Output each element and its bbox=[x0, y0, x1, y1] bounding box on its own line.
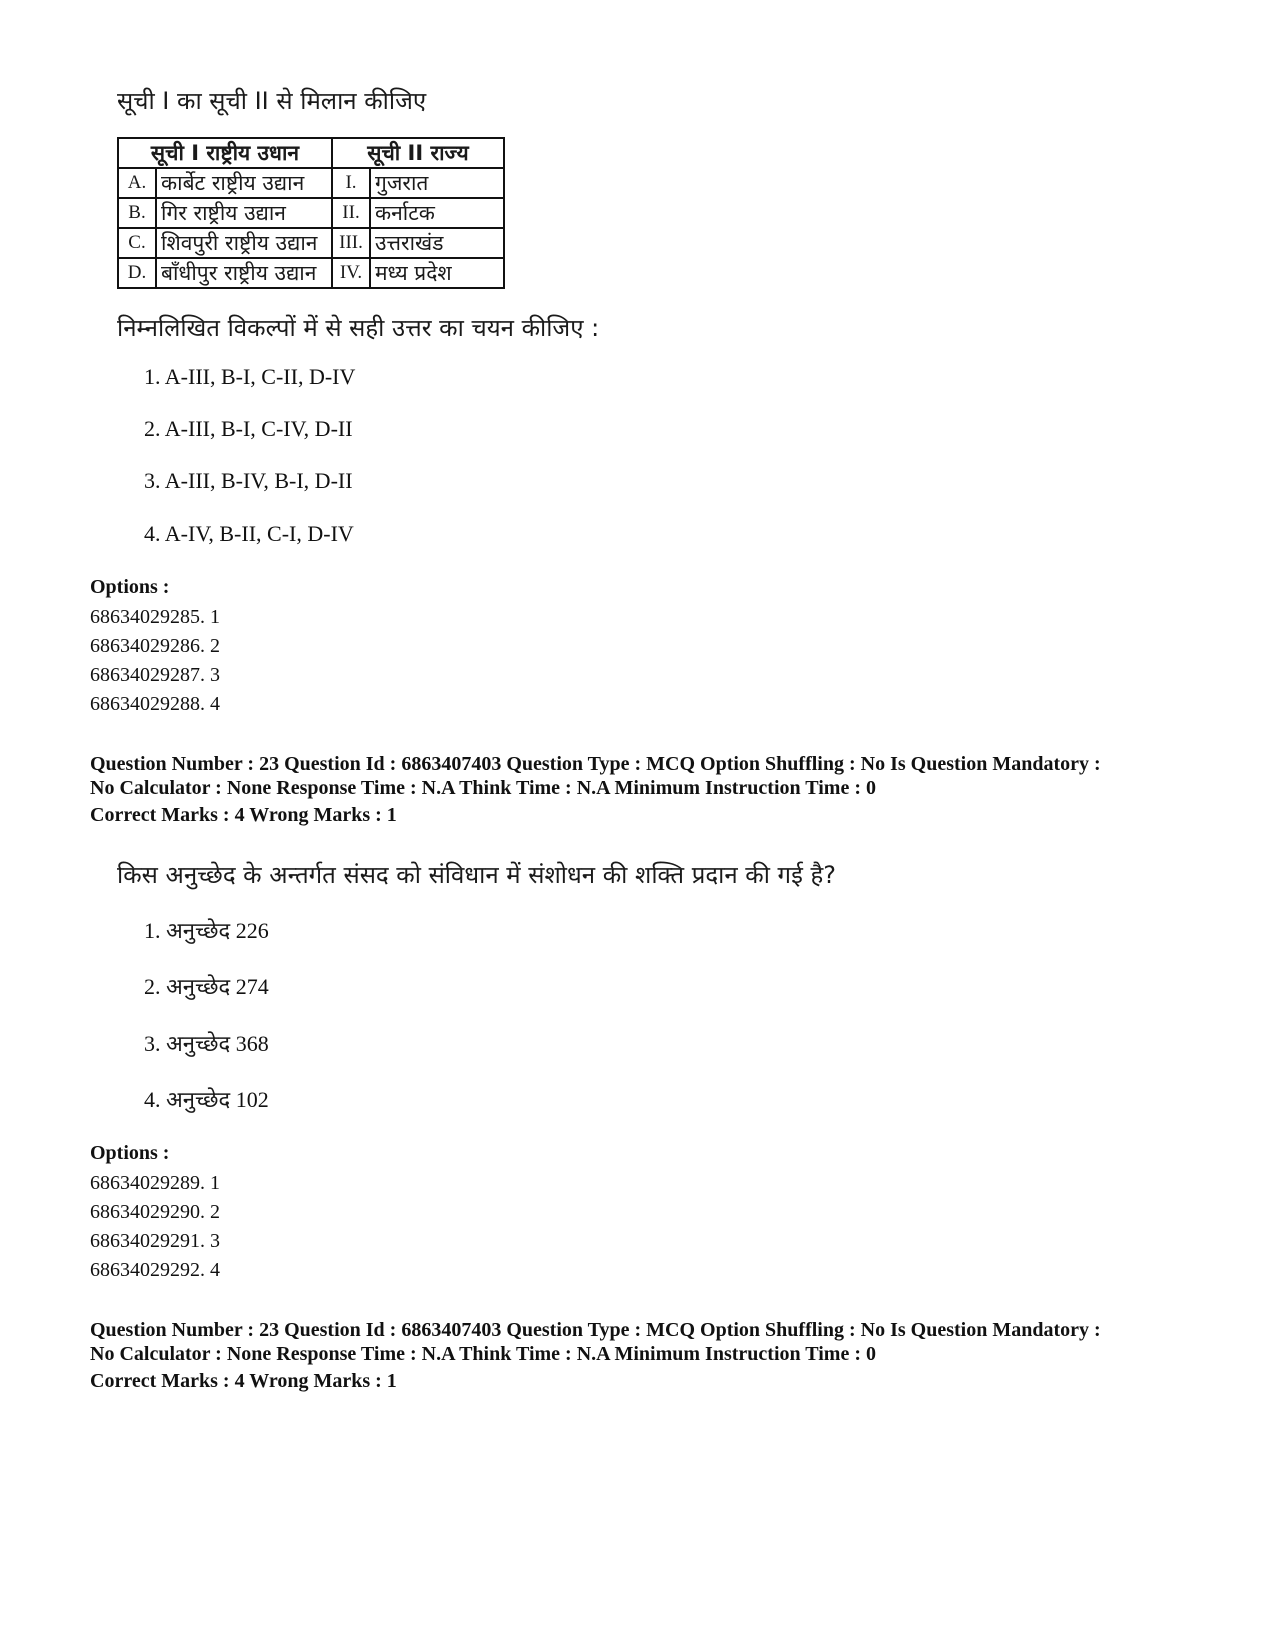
option-item: 68634029287. 3 bbox=[90, 664, 220, 686]
q22-options-list bbox=[90, 603, 220, 719]
list-1-key: B. bbox=[118, 198, 156, 228]
q22-instruction: निम्नलिखित विकल्पों में से सही उत्तर का चयन कीजिए : bbox=[117, 314, 600, 342]
option-item: 68634029289. 1 bbox=[90, 1172, 220, 1194]
list-2-header: सूची II राज्य bbox=[332, 138, 504, 168]
list-2-value: मध्य प्रदेश bbox=[370, 258, 504, 288]
option-item: 68634029288. 4 bbox=[90, 693, 220, 715]
choice-value: 368 bbox=[235, 1031, 269, 1056]
table-row bbox=[118, 168, 504, 198]
q23-meta-line-2: No Calculator : None Response Time : N.A Think Time : N.A Minimum Instruction Time : 0 bbox=[90, 777, 876, 799]
q22-options-label: Options : bbox=[90, 576, 170, 598]
table-row bbox=[118, 228, 504, 258]
list-2-value: गुजरात bbox=[370, 168, 504, 198]
q22-prompt: सूची I का सूची II से मिलान कीजिए bbox=[117, 87, 427, 115]
choice-word: अनुच्छेद bbox=[166, 919, 231, 944]
q24-meta-line-2: No Calculator : None Response Time : N.A Think Time : N.A Minimum Instruction Time : 0 bbox=[90, 1343, 876, 1365]
q23-marks: Correct Marks : 4 Wrong Marks : 1 bbox=[90, 804, 397, 826]
list-2-key: III. bbox=[332, 228, 370, 258]
q23-meta bbox=[90, 752, 1190, 800]
option-item: 68634029286. 2 bbox=[90, 635, 220, 657]
choice-value: 102 bbox=[235, 1087, 269, 1112]
list-1-value: गिर राष्ट्रीय उद्यान bbox=[156, 198, 332, 228]
list-2-key: IV. bbox=[332, 258, 370, 288]
list-2-value: उत्तराखंड bbox=[370, 228, 504, 258]
option-item: 68634029292. 4 bbox=[90, 1259, 220, 1281]
q23-meta-line-1: Question Number : 23 Question Id : 6863407403 Question Type : MCQ Option Shuffling : No Is Question Mandatory : bbox=[90, 753, 1101, 775]
match-table-header-row bbox=[118, 138, 504, 168]
q24-marks: Correct Marks : 4 Wrong Marks : 1 bbox=[90, 1370, 397, 1392]
list-2-key: I. bbox=[332, 168, 370, 198]
choice-number: 3. bbox=[144, 1031, 161, 1056]
choice-word: अनुच्छेद bbox=[166, 975, 231, 1000]
list-1-value: बाँधीपुर राष्ट्रीय उद्यान bbox=[156, 258, 332, 288]
q22-choice-2: 2. A-III, B-I, C-IV, D-II bbox=[144, 416, 353, 441]
q24-meta bbox=[90, 1318, 1190, 1366]
option-item: 68634029290. 2 bbox=[90, 1201, 220, 1223]
option-item: 68634029285. 1 bbox=[90, 606, 220, 628]
list-1-key: C. bbox=[118, 228, 156, 258]
choice-word: अनुच्छेद bbox=[166, 1032, 231, 1057]
q23-options-list bbox=[90, 1169, 220, 1285]
choice-value: 274 bbox=[235, 974, 269, 999]
list-1-value: कार्बेट राष्ट्रीय उद्यान bbox=[156, 168, 332, 198]
table-row bbox=[118, 198, 504, 228]
option-item: 68634029291. 3 bbox=[90, 1230, 220, 1252]
table-row bbox=[118, 258, 504, 288]
q22-choice-1: 1. A-III, B-I, C-II, D-IV bbox=[144, 364, 356, 389]
list-1-key: D. bbox=[118, 258, 156, 288]
choice-value: 226 bbox=[235, 918, 269, 943]
q23-choice-3 bbox=[144, 1028, 269, 1058]
q24-meta-line-1: Question Number : 23 Question Id : 6863407403 Question Type : MCQ Option Shuffling : No Is Question Mandatory : bbox=[90, 1319, 1101, 1341]
list-1-value: शिवपुरी राष्ट्रीय उद्यान bbox=[156, 228, 332, 258]
list-2-key: II. bbox=[332, 198, 370, 228]
list-1-header: सूची I राष्ट्रीय उधान bbox=[118, 138, 332, 168]
q23-choice-2 bbox=[144, 971, 269, 1001]
q22-choice-4: 4. A-IV, B-II, C-I, D-IV bbox=[144, 521, 354, 546]
choice-number: 1. bbox=[144, 918, 161, 943]
q23-choice-1 bbox=[144, 915, 269, 945]
list-2-value: कर्नाटक bbox=[370, 198, 504, 228]
choice-word: अनुच्छेद bbox=[166, 1088, 231, 1113]
list-1-key: A. bbox=[118, 168, 156, 198]
choice-number: 4. bbox=[144, 1087, 161, 1112]
choice-number: 2. bbox=[144, 974, 161, 999]
match-table bbox=[117, 137, 505, 289]
q23-options-label: Options : bbox=[90, 1142, 170, 1164]
q22-choice-3: 3. A-III, B-IV, B-I, D-II bbox=[144, 468, 353, 493]
q23-choice-4 bbox=[144, 1084, 269, 1114]
q23-prompt: किस अनुच्छेद के अन्तर्गत संसद को संविधान में संशोधन की शक्ति प्रदान की गई है? bbox=[117, 861, 836, 889]
